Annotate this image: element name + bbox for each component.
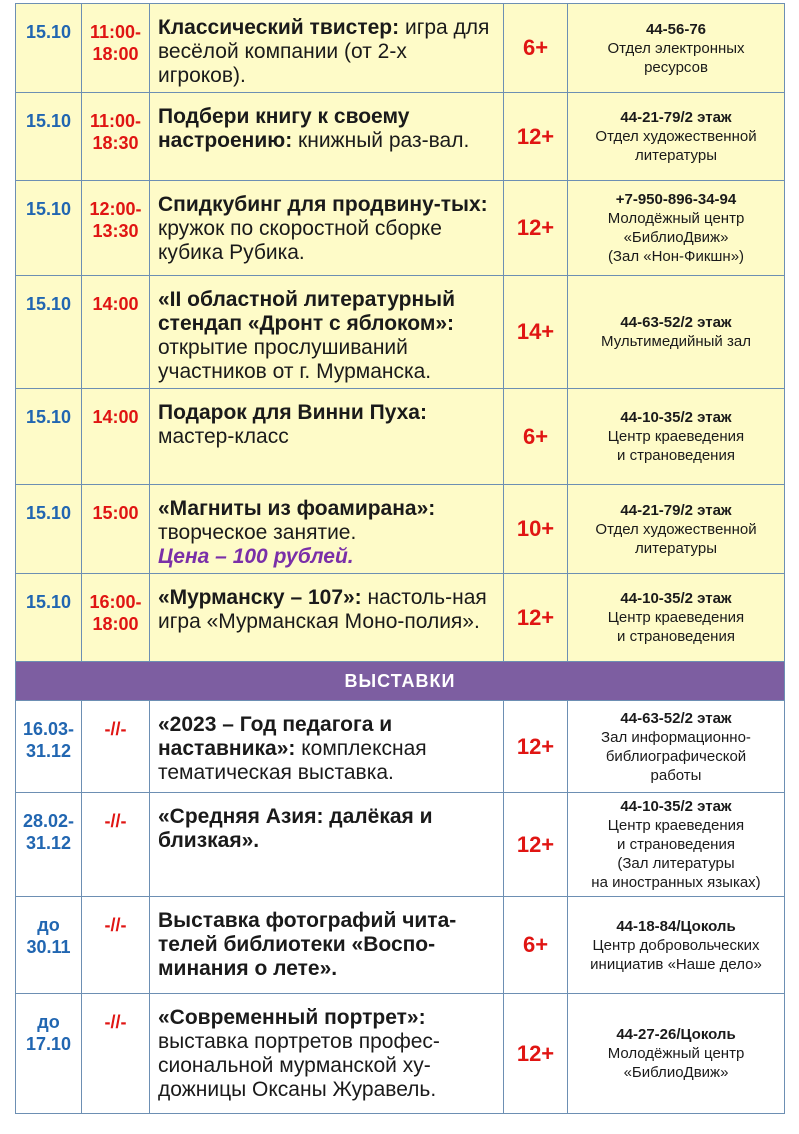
date-text: до (37, 1012, 60, 1032)
date-cell (16, 793, 82, 897)
date-text: 15.10 (25, 294, 72, 314)
exhibition-row (16, 897, 785, 994)
time-cell (82, 994, 150, 1114)
contact-cell (568, 4, 785, 93)
time-text: 18:00 (92, 614, 139, 634)
time-text: 14:00 (92, 294, 139, 314)
phone-number: 44-10-35/2 этаж (620, 798, 732, 815)
event-description: выставка портретов профес-сиональной мурманской ху-дожницы Оксаны Журавель. (158, 1030, 440, 1101)
event-title: Классический твистер: (158, 16, 400, 39)
section-header-row (16, 662, 785, 701)
contact-cell (568, 276, 785, 389)
venue-line: «БиблиоДвиж» (623, 229, 729, 246)
event-row (16, 4, 785, 93)
date-cell (16, 276, 82, 389)
phone-number: 44-21-79/2 этаж (620, 501, 732, 519)
exhibitions-body (16, 701, 785, 1114)
age-rating: 12+ (504, 181, 568, 276)
date-cell (16, 994, 82, 1114)
event-description: открытие прослушиваний участников от г. Мурманска. (158, 336, 432, 383)
time-cell (82, 701, 150, 793)
age-rating: 12+ (504, 574, 568, 662)
venue-line: и страноведения (617, 447, 735, 464)
time-cell (82, 389, 150, 485)
event-title: Спидкубинг для продвину-тых: (158, 193, 488, 216)
date-cell (16, 574, 82, 662)
venue-line: Молодёжный центр (607, 1045, 745, 1062)
event-title: Подбери книгу к своему настроению: (158, 105, 410, 152)
description-cell (150, 897, 504, 994)
venue-line: Отдел электронных (607, 39, 745, 57)
event-description: творческое занятие. (158, 521, 357, 544)
event-row (16, 389, 785, 485)
date-cell (16, 93, 82, 181)
venue-line: Мультимедийный зал (601, 333, 751, 350)
venue-line: (Зал литературы (617, 855, 735, 872)
phone-number: 44-63-52/2 этаж (620, 314, 732, 331)
event-row (16, 93, 785, 181)
venue-line: Центр краеведения (607, 817, 745, 834)
time-cell (82, 574, 150, 662)
venue-line: (Зал «Нон-Фикшн») (607, 248, 745, 265)
venue-line: инициатив «Наше дело» (590, 955, 762, 973)
phone-number: 44-18-84/Цоколь (616, 917, 736, 935)
time-cell (82, 93, 150, 181)
date-text: 15.10 (25, 592, 72, 612)
event-title: Выставка фотографий чита-телей библиотеки «Воспо-минания о лете». (158, 909, 457, 980)
time-text: 14:00 (92, 407, 139, 427)
venue-line: Молодёжный центр (607, 210, 745, 227)
date-text: 17.10 (25, 1034, 72, 1054)
venue-line: на иностранных языках) (591, 874, 761, 891)
description-cell (150, 701, 504, 793)
age-rating: 14+ (504, 276, 568, 389)
event-title: «Мурманску – 107»: (158, 586, 362, 609)
contact-cell (568, 574, 785, 662)
venue-line: ресурсов (644, 58, 708, 76)
description-cell (150, 389, 504, 485)
time-cell (82, 793, 150, 897)
date-text: 15.10 (25, 199, 72, 219)
time-text: 18:30 (92, 133, 139, 153)
date-text: 15.10 (25, 407, 72, 427)
date-cell (16, 4, 82, 93)
time-text: 15:00 (92, 503, 139, 523)
phone-number: 44-21-79/2 этаж (620, 109, 732, 126)
price-text: Цена – 100 рублей. (158, 545, 354, 568)
description-cell (150, 4, 504, 93)
time-text: -//- (104, 915, 127, 935)
date-text: 31.12 (25, 833, 72, 853)
time-text: 11:00- (89, 22, 142, 42)
event-title: Подарок для Винни Пуха: (158, 401, 427, 424)
description-cell (150, 93, 504, 181)
time-text: 16:00- (89, 592, 142, 612)
time-text: 12:00- (89, 199, 142, 219)
time-text: 11:00- (89, 111, 142, 131)
description-cell (150, 485, 504, 574)
exhibition-row (16, 793, 785, 897)
date-text: 16.03- (22, 719, 75, 739)
venue-line: библиографической (605, 747, 747, 765)
age-rating: 6+ (504, 4, 568, 93)
section-exhibitions (16, 662, 785, 701)
time-text: -//- (104, 1012, 127, 1032)
date-cell (16, 897, 82, 994)
exhibition-row (16, 994, 785, 1114)
description-cell (150, 276, 504, 389)
date-text: 31.12 (25, 741, 72, 761)
time-text: -//- (104, 719, 127, 739)
contact-cell (568, 93, 785, 181)
age-rating: 12+ (504, 701, 568, 793)
contact-cell (568, 389, 785, 485)
date-text: 15.10 (25, 111, 72, 131)
venue-line: Центр краеведения (607, 428, 745, 445)
contact-cell (568, 701, 785, 793)
event-title: «II областной литературный стендап «Дронт с яблоком»: (158, 288, 455, 335)
time-cell (82, 276, 150, 389)
phone-number: 44-63-52/2 этаж (620, 709, 732, 727)
contact-cell (568, 485, 785, 574)
description-cell (150, 181, 504, 276)
event-row (16, 574, 785, 662)
event-description: игра для весёлой компании (от 2-х игроков). (158, 16, 490, 87)
event-description: кружок по скоростной сборке кубика Рубика. (158, 217, 442, 264)
event-row (16, 181, 785, 276)
time-text: -//- (104, 811, 127, 831)
venue-line: и страноведения (617, 628, 735, 645)
event-description: книжный раз-вал. (298, 129, 470, 152)
date-text: 15.10 (25, 503, 72, 523)
date-text: 30.11 (26, 937, 71, 957)
venue-line: Зал информационно- (601, 728, 751, 746)
time-cell (82, 485, 150, 574)
description-cell (150, 574, 504, 662)
venue-line: Центр краеведения (607, 609, 745, 626)
schedule-table (15, 3, 785, 1114)
date-text: 15.10 (25, 22, 72, 42)
age-rating: 12+ (504, 793, 568, 897)
event-description: настоль-ная игра «Мурманская Моно-полия». (158, 586, 487, 633)
venue-line: и страноведения (617, 836, 735, 853)
date-cell (16, 701, 82, 793)
phone-number: 44-56-76 (645, 20, 707, 38)
description-cell (150, 793, 504, 897)
venue-line: Отдел художественной (595, 128, 757, 145)
contact-cell (568, 793, 785, 897)
event-title: «2023 – Год педагога и наставника»: (158, 713, 393, 760)
venue-line: Отдел художественной (595, 520, 757, 538)
date-cell (16, 485, 82, 574)
time-cell (82, 897, 150, 994)
event-title: «Магниты из фоамирана»: (158, 497, 436, 520)
event-title: «Современный портрет»: (158, 1006, 426, 1029)
age-rating: 12+ (504, 93, 568, 181)
age-rating: 12+ (504, 994, 568, 1114)
age-rating: 6+ (504, 897, 568, 994)
event-description: комплексная тематическая выставка. (158, 737, 427, 784)
age-rating: 10+ (504, 485, 568, 574)
phone-number: 44-10-35/2 этаж (620, 409, 732, 426)
event-title: «Средняя Азия: далёкая и близкая». (158, 805, 433, 852)
age-rating: 6+ (504, 389, 568, 485)
venue-line: Центр добровольческих (592, 936, 760, 954)
contact-cell (568, 181, 785, 276)
date-text: 28.02- (22, 811, 75, 831)
venue-line: «БиблиоДвиж» (623, 1064, 729, 1081)
events-body (16, 4, 785, 662)
venue-line: литературы (634, 147, 718, 164)
phone-number: +7-950-896-34-94 (615, 191, 737, 208)
exhibition-row (16, 701, 785, 793)
time-cell (82, 181, 150, 276)
date-text: до (37, 915, 60, 935)
phone-number: 44-27-26/Цоколь (616, 1026, 736, 1043)
time-cell (82, 4, 150, 93)
event-description: мастер-класс (158, 425, 289, 448)
venue-line: литературы (634, 539, 718, 557)
time-text: 13:30 (92, 221, 139, 241)
date-cell (16, 181, 82, 276)
venue-line: работы (650, 766, 702, 784)
event-row (16, 276, 785, 389)
event-row (16, 485, 785, 574)
contact-cell (568, 994, 785, 1114)
section-title: ВЫСТАВКИ (16, 662, 785, 701)
date-cell (16, 389, 82, 485)
contact-cell (568, 897, 785, 994)
description-cell (150, 994, 504, 1114)
time-text: 18:00 (92, 44, 139, 64)
phone-number: 44-10-35/2 этаж (620, 590, 732, 607)
